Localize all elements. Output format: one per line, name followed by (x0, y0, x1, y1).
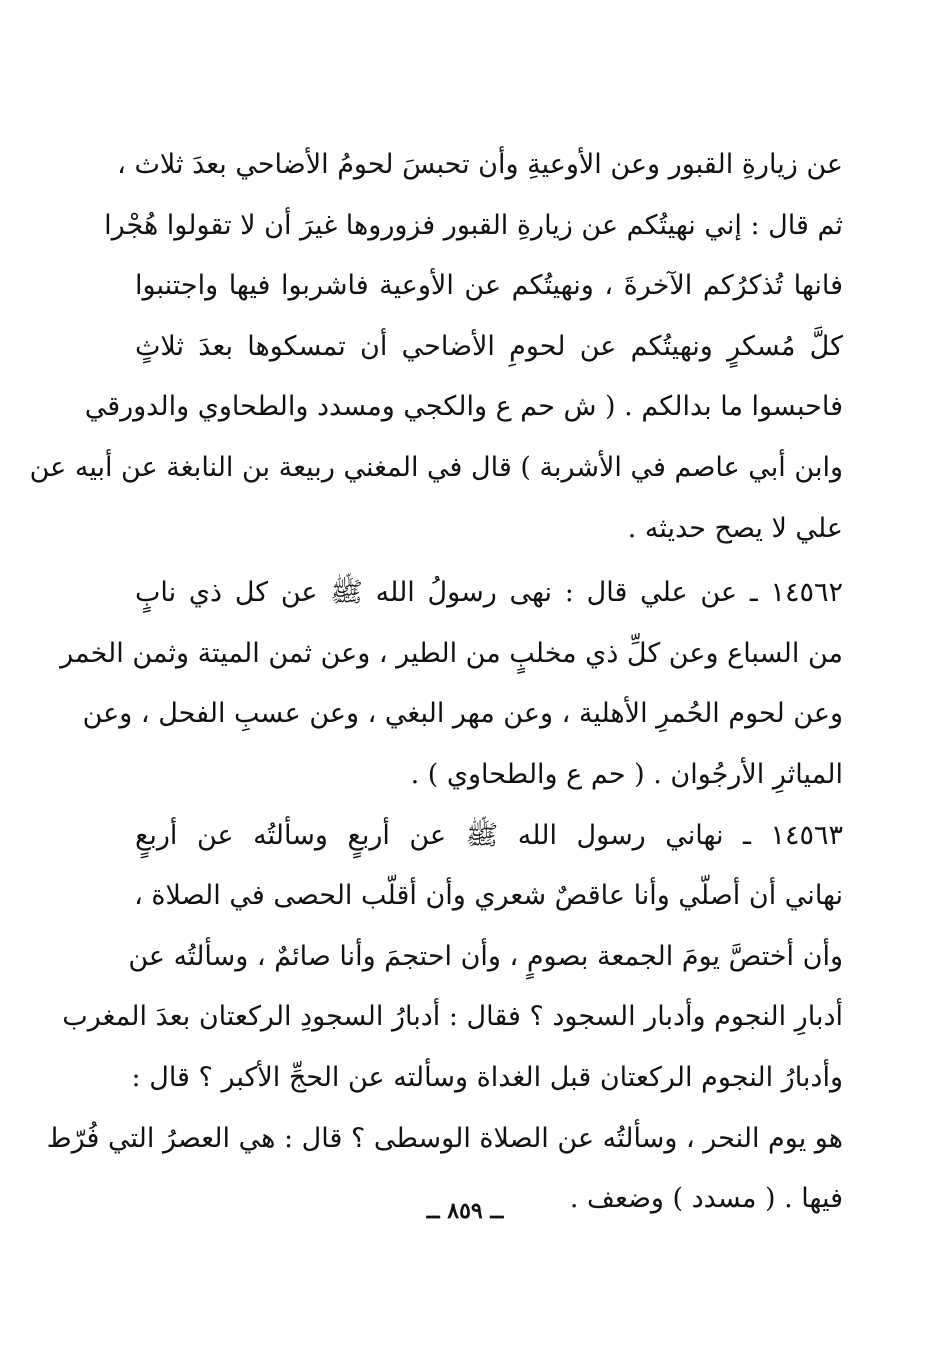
text-line: المياثرِ الأرجُوان . ( حم ع والطحاوي ) . (410, 758, 843, 790)
text-line: عن زيارةِ القبور وعن الأوعيةِ وأن تحبسَ لحومُ الأضاحي بعدَ ثلاث ، (117, 149, 843, 180)
hadith-14562 (60, 563, 843, 805)
text-line: كلَّ مُسكرٍ ونهيتُكم عن لحومِ الأضاحي أن تمسكوها بعدَ ثلاثٍ (135, 330, 843, 362)
text-line: وأدبارُ النجوم الركعتان قبل الغداة وسألته عن الحجِّ الأكبر ؟ قال : (131, 1061, 843, 1093)
text-line: وابن أبي عاصم في الأشربة ) قال في المغني ربيعة بن النابغة عن أبيه عن (29, 451, 843, 483)
text-line: وأن أختصَّ يومَ الجمعة بصومٍ ، وأن احتجمَ وأنا صائمٌ ، وسألتُه عن (128, 940, 843, 972)
text-line: وعن لحوم الحُمرِ الأهلية ، وعن مهر البغي ، وعن عسبِ الفحل ، وعن (82, 698, 843, 730)
text-line: ١٤٥٦٣ ـ نهاني رسول الله ﷺ عن أربعٍ وسألتُه عن أربعٍ (135, 819, 843, 851)
text-line: فاحبسوا ما بدالكم . ( ش حم ع والكجي ومسدد والطحاوي والدورقي (84, 391, 843, 423)
page-body (29, 135, 843, 1230)
text-line: هو يوم النحر ، وسألتُه عن الصلاة الوسطى ؟ قال : هي العصرُ التي فُرّط (46, 1122, 843, 1154)
text-line: ١٤٥٦٢ ـ عن علي قال : نهى رسولُ الله ﷺ عن كل ذي نابٍ (135, 577, 843, 609)
paragraph-1 (29, 135, 843, 559)
text-line: أدبارِ النجوم وأدبار السجود ؟ فقال : أدبارُ السجودِ الركعتان بعدَ المغرب (62, 1001, 843, 1033)
text-line: ثم قال : إني نهيتُكم عن زيارةِ القبور فزوروها غيرَ أن لا تقولوا هُجْرا (104, 209, 843, 241)
text-line: نهاني أن أصلّي وأنا عاقصٌ شعري وأن أقلّب الحصى في الصلاة ، (134, 880, 843, 912)
hadith-14563 (46, 806, 843, 1230)
text-line: علي لا يصح حديثه . (627, 512, 843, 544)
text-line: من السباع وعن كلِّ ذي مخلبٍ من الطير ، وعن ثمن الميتة وثمن الخمر (60, 637, 843, 669)
text-line: فيها . ( مسدد ) وضعف . (569, 1183, 843, 1215)
page-number: ــ ٨٥٩ ــ (426, 1198, 504, 1224)
text-line: فانها تُذكرُكم الآخرةَ ، ونهيتُكم عن الأوعية فاشربوا فيها واجتنبوا (135, 270, 843, 302)
